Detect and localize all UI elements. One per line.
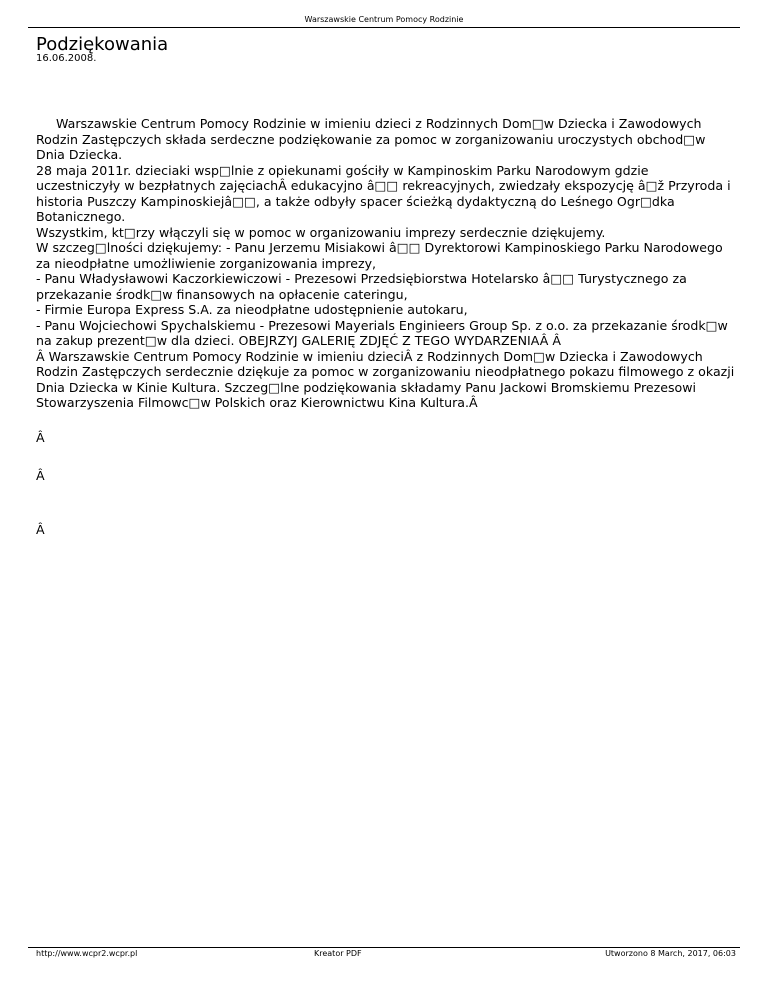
article-body bbox=[36, 116, 736, 537]
article-paragraph: Â Warszawskie Centrum Pomocy Rodzinie w imieniu dzieciÂ z Rodzinnych Dom□w Dziecka i Zawodowych Rodzin Zastępczych serdecznie dziękuje za pomoc w zorganizowaniu nieodpłatnego pokazu filmowego z okazji Dnia Dziecka w Kinie Kultura. Szczeg□lne podziękowania składamy Panu Jackowi Bromskiemu Prezesowi Stowarzyszenia Filmowc□w Polskich oraz Kierownictwu Kina Kultura.Â bbox=[36, 348, 735, 410]
page-header: Warszawskie Centrum Pomocy Rodzinie bbox=[304, 15, 464, 24]
article-paragraph: - Panu Władysławowi Kaczorkiewiczowi - Prezesowi Przedsiębiorstwa Hotelarsko â□□ Turystycznego za przekazanie środk□w finansowych na opłacenie cateringu, bbox=[36, 271, 687, 302]
article-paragraph: W szczeg□lności dziękujemy: - Panu Jerzemu Misiakowi â□□ Dyrektorowi Kampinoskiego Parku Narodowego za nieodpłatne umożliwienie zorganizowania imprezy, bbox=[36, 240, 723, 271]
page-title: Podziękowania bbox=[36, 34, 169, 55]
footer-creator: Kreator PDF bbox=[314, 949, 362, 958]
article-paragraph: - Panu Wojciechowi Spychalskiemu - Prezesowi Mayerials Enginieers Group Sp. z o.o. za przekazanie środk□w na zakup prezent□w dla dzieci. OBEJRZYJ GALERIĘ ZDJĘĆ Z TEGO WYDARZENIAÂ Â bbox=[36, 317, 728, 348]
article-empty-line: Â bbox=[36, 429, 45, 445]
article-paragraph: - Firmie Europa Express S.A. za nieodpłatne udostępnienie autokaru, bbox=[36, 302, 468, 317]
footer-url: http://www.wcpr2.wcpr.pl bbox=[36, 949, 138, 958]
article-paragraph: 28 maja 2011r. dzieciaki wsp□lnie z opiekunami gościły w Kampinoskim Parku Narodowym gdzie uczestniczyły w bezpłatnych zajęciachÂ edukacyjno â□□ rekreacyjnych, zwiedzały ekspozycję â□ž Przyroda i historia Puszczy Kampinoskiejâ□□, a także odbyły spacer ścieżką dydaktyczną do Leśnego Ogr□dka Botanicznego. bbox=[36, 162, 731, 224]
article-date: 16.06.2008. bbox=[36, 53, 97, 64]
header-divider bbox=[28, 27, 740, 28]
article-paragraph: Wszystkim, kt□rzy włączyli się w pomoc w organizowaniu imprezy serdecznie dziękujemy. bbox=[36, 224, 606, 240]
article-empty-line: Â bbox=[36, 468, 45, 483]
article-empty-line: Â bbox=[36, 521, 45, 537]
footer-created-date: Utworzono 8 March, 2017, 06:03 bbox=[605, 949, 736, 958]
article-paragraph: Warszawskie Centrum Pomocy Rodzinie w imieniu dzieci z Rodzinnych Dom□w Dziecka i Zawodowych Rodzin Zastępczych składa serdeczne podziękowanie za pomoc w zorganizowaniu uroczystych obchod□w Dnia Dziecka. bbox=[36, 116, 706, 162]
